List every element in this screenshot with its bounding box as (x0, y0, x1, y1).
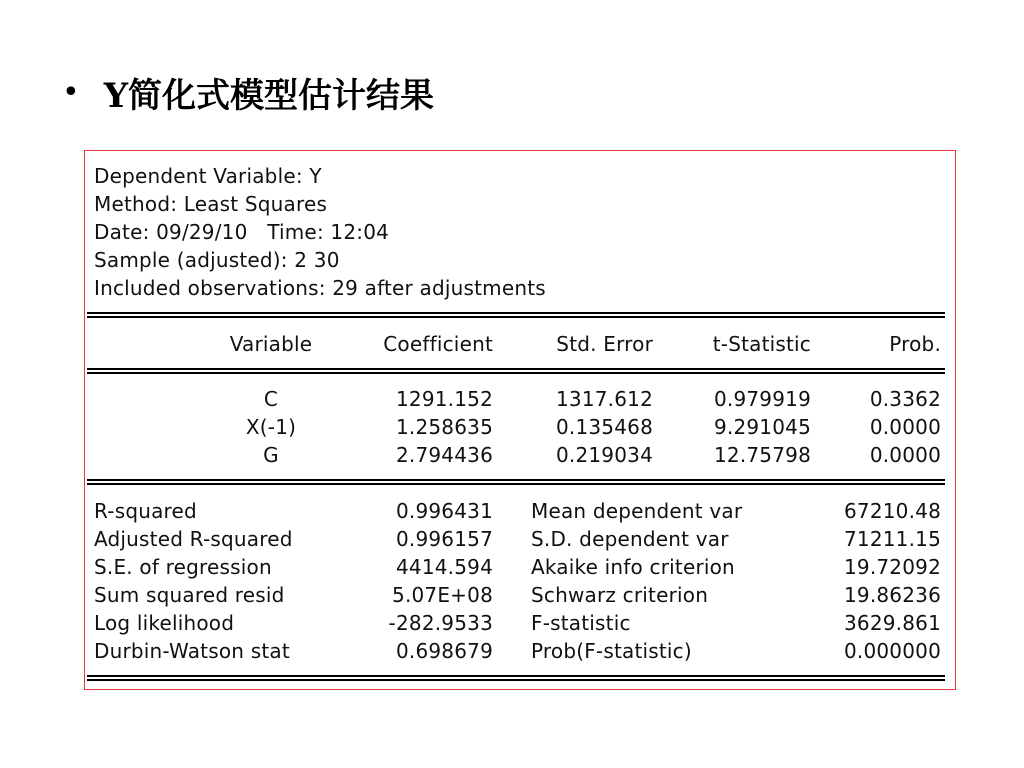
stat-value-right: 71211.15 (843, 527, 941, 551)
date-time-line: Date: 09/29/10 Time: 12:04 (94, 220, 390, 244)
column-header-coefficient: Coefficient (383, 332, 493, 356)
double-rule (87, 479, 945, 485)
double-rule (87, 675, 945, 681)
stat-label-left: Log likelihood (94, 611, 235, 635)
method-line: Method: Least Squares (94, 192, 328, 216)
stat-value-left: 0.698679 (395, 639, 493, 663)
stat-value-right: 19.72092 (843, 555, 941, 579)
stat-label-left: S.E. of regression (94, 555, 272, 579)
coef-row-coefficient: 1.258635 (395, 415, 493, 439)
stat-value-right: 19.86236 (843, 583, 941, 607)
column-header-std-error: Std. Error (556, 332, 653, 356)
coef-row-std-error: 0.219034 (555, 443, 653, 467)
stat-label-right: S.D. dependent var (531, 527, 729, 551)
coef-row-coefficient: 2.794436 (395, 443, 493, 467)
stat-value-left: 0.996431 (395, 499, 493, 523)
coef-row-prob: 0.0000 (869, 443, 941, 467)
stat-label-right: Schwarz criterion (531, 583, 709, 607)
stat-label-right: Prob(F-statistic) (531, 639, 692, 663)
coef-row-prob: 0.3362 (869, 387, 941, 411)
coef-row-t-statistic: 9.291045 (713, 415, 811, 439)
stat-value-left: -282.9533 (388, 611, 493, 635)
slide-title-text: Y简化式模型估计结果 (103, 75, 434, 116)
stat-label-left: Adjusted R-squared (94, 527, 293, 551)
coef-row-variable: X(-1) (245, 415, 297, 439)
stat-value-right: 67210.48 (843, 499, 941, 523)
double-rule (87, 368, 945, 374)
dependent-variable-line: Dependent Variable: Y (94, 164, 322, 188)
coef-row-std-error: 1317.612 (555, 387, 653, 411)
regression-output-box (84, 150, 956, 690)
coef-row-coefficient: 1291.152 (395, 387, 493, 411)
coef-row-variable: C (263, 387, 279, 411)
stat-label-right: Akaike info criterion (531, 555, 735, 579)
stat-value-left: 5.07E+08 (392, 583, 493, 607)
bullet-point: • (62, 74, 80, 110)
stat-label-right: F-statistic (531, 611, 631, 635)
stat-label-left: R-squared (94, 499, 197, 523)
stat-value-right: 0.000000 (843, 639, 941, 663)
column-header-prob: Prob. (889, 332, 941, 356)
stat-value-left: 0.996157 (395, 527, 493, 551)
stat-label-left: Durbin-Watson stat (94, 639, 290, 663)
coef-row-prob: 0.0000 (869, 415, 941, 439)
column-header-t-statistic: t-Statistic (712, 332, 811, 356)
stat-label-right: Mean dependent var (531, 499, 743, 523)
sample-line: Sample (adjusted): 2 30 (94, 248, 340, 272)
observations-line: Included observations: 29 after adjustments (94, 276, 546, 300)
stat-value-right: 3629.861 (843, 611, 941, 635)
coef-row-t-statistic: 0.979919 (713, 387, 811, 411)
double-rule (87, 312, 945, 318)
coef-row-std-error: 0.135468 (555, 415, 653, 439)
stat-label-left: Sum squared resid (94, 583, 285, 607)
slide-title (62, 66, 434, 118)
column-header-variable: Variable (229, 332, 313, 356)
coef-row-t-statistic: 12.75798 (713, 443, 811, 467)
coef-row-variable: G (263, 443, 279, 467)
stat-value-left: 4414.594 (395, 555, 493, 579)
